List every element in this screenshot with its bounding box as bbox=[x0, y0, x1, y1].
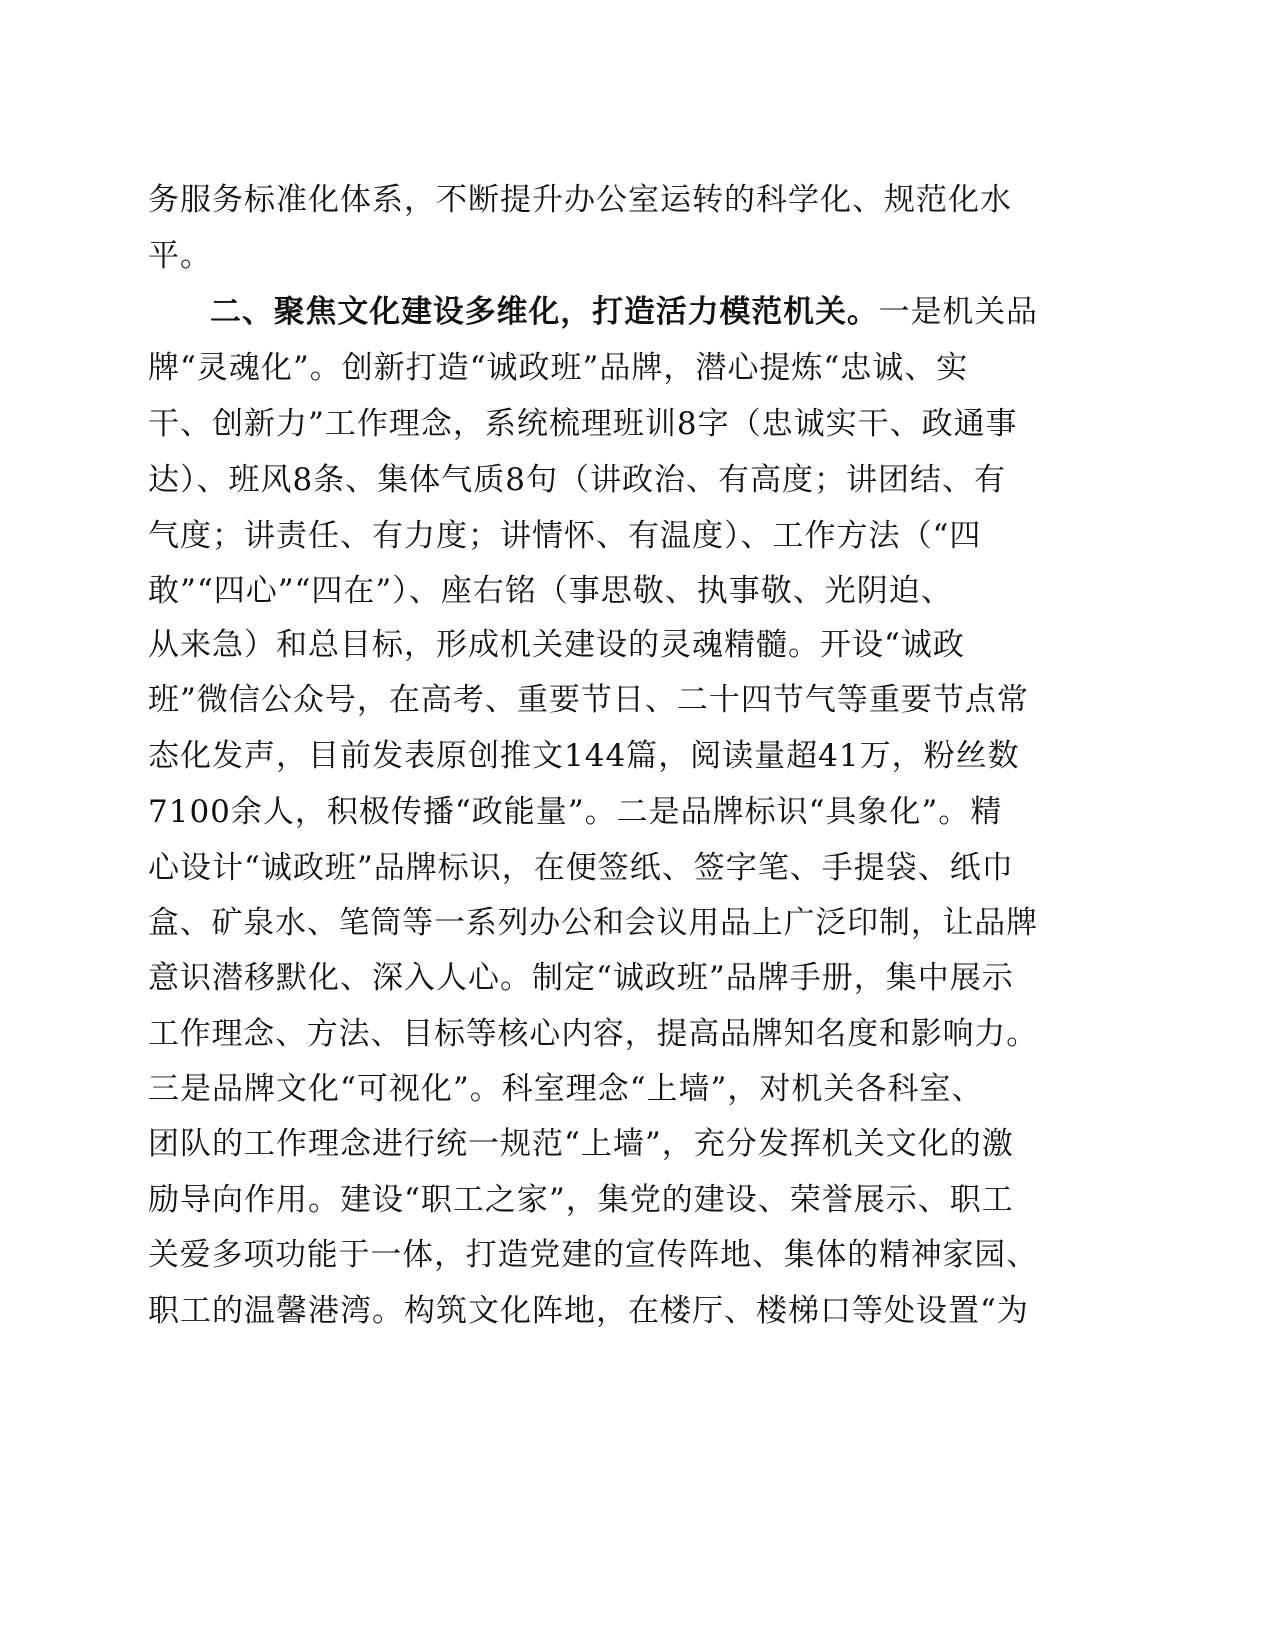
paragraph-line: 三是品牌文化“可视化”。科室理念“上墙”，对机关各科室、 bbox=[148, 1071, 984, 1107]
paragraph-line: 干、创新力”工作理念，系统梳理班训8字（忠诚实干、政通事 bbox=[148, 406, 1018, 442]
paragraph-line: 工作理念、方法、目标等核心内容，提高品牌知名度和影响力。 bbox=[148, 1016, 1038, 1052]
paragraph-line: 从来急）和总目标，形成机关建设的灵魂精髓。开设“诚政 bbox=[148, 627, 965, 663]
paragraph-line: 班”微信公众号，在高考、重要节日、二十四节气等重要节点常 bbox=[148, 682, 1029, 718]
paragraph-line: 务服务标准化体系，不断提升办公室运转的科学化、规范化水 bbox=[148, 182, 1012, 218]
paragraph-line: 平。 bbox=[148, 238, 212, 274]
paragraph-line: 盒、矿泉水、笔筒等一系列办公和会议用品上广泛印制，让品牌 bbox=[148, 905, 1038, 941]
paragraph-line: 达）、班风8条、集体气质8句（讲政治、有高度；讲团结、有 bbox=[148, 462, 1006, 498]
paragraph-line: 态化发声，目前发表原创推文144篇，阅读量超41万，粉丝数 bbox=[148, 738, 1020, 774]
paragraph-line: 7100余人，积极传播“政能量”。二是品牌标识“具象化”。精 bbox=[148, 794, 1003, 830]
section-heading: 二、聚焦文化建设多维化，打造活力模范机关。 bbox=[210, 294, 879, 330]
paragraph-line: 励导向作用。建设“职工之家”，集党的建设、荣誉展示、职工 bbox=[148, 1182, 1014, 1218]
paragraph-line: 意识潜移默化、深入人心。制定“诚政班”品牌手册，集中展示 bbox=[148, 960, 1014, 996]
paragraph-line: 心设计“诚政班”品牌标识，在便签纸、签字笔、手提袋、纸巾 bbox=[148, 850, 1014, 886]
paragraph-line: 一是机关品 bbox=[878, 294, 1038, 330]
paragraph-line: 牌“灵魂化”。创新打造“诚政班”品牌，潜心提炼“忠诚、实 bbox=[148, 350, 969, 386]
paragraph-line: 团队的工作理念进行统一规范“上墙”，充分发挥机关文化的激 bbox=[148, 1126, 1014, 1162]
section-heading-line bbox=[210, 284, 1038, 340]
paragraph-line: 气度；讲责任、有力度；讲情怀、有温度）、工作方法（“四 bbox=[148, 518, 982, 554]
paragraph-line: 关爱多项功能于一体，打造党建的宣传阵地、集体的精神家园、 bbox=[148, 1237, 1038, 1273]
paragraph-line: 职工的温馨港湾。构筑文化阵地，在楼厅、楼梯口等处设置“为 bbox=[148, 1293, 1029, 1329]
paragraph-line: 敢”“四心”“四在”）、座右铭（事思敬、执事敬、光阴迫、 bbox=[148, 573, 953, 609]
